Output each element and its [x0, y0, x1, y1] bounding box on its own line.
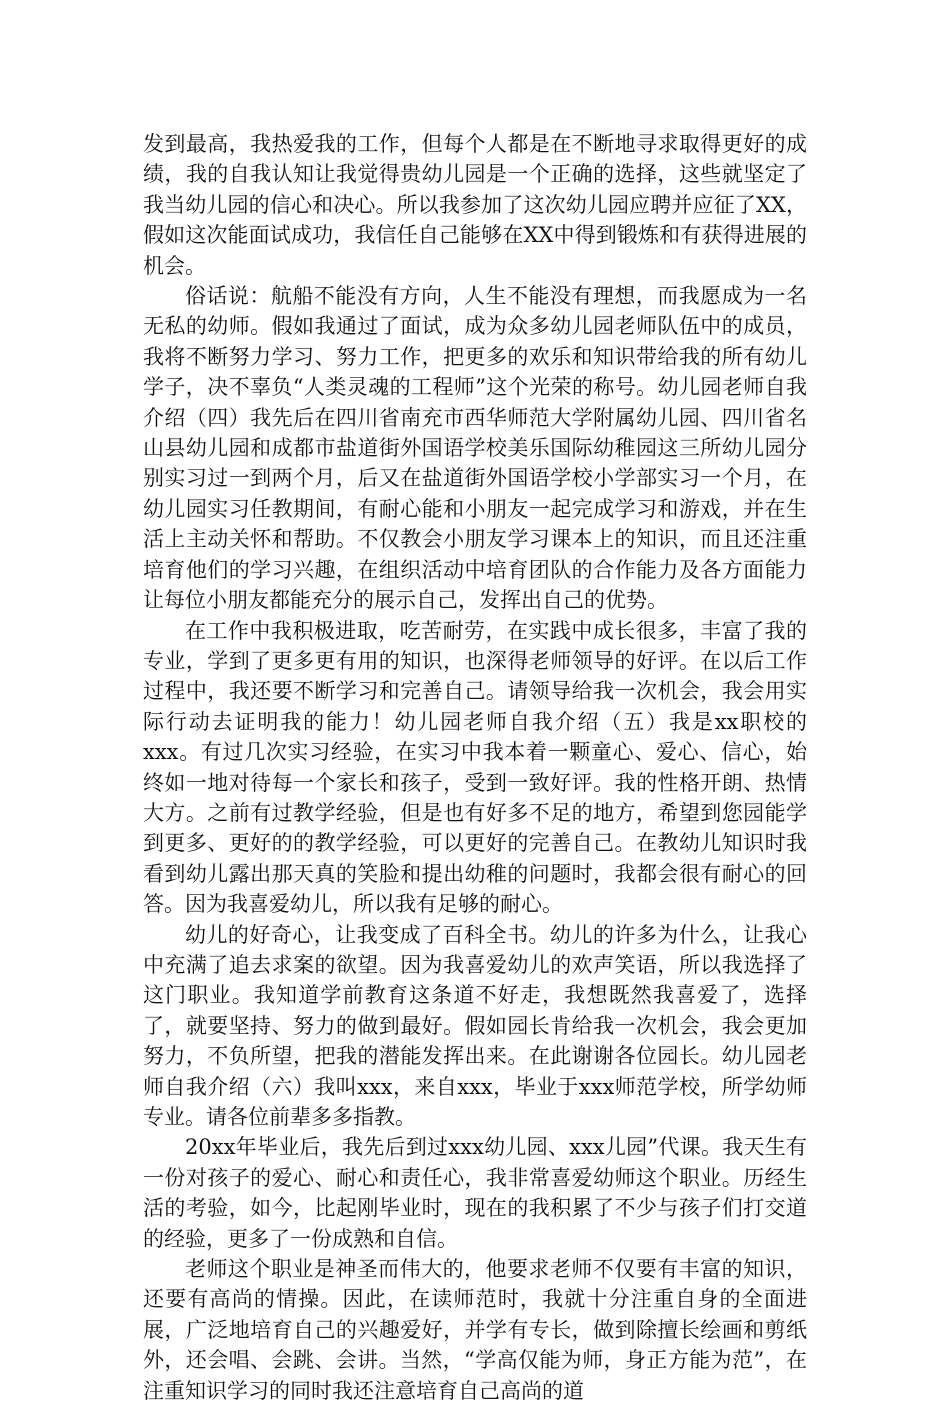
- document-body: [143, 129, 807, 1406]
- paragraph-2: 俗话说：航船不能没有方向，人生不能没有理想，而我愿成为一名无私的幼师。假如我通过了面试，成为众多幼儿园老师队伍中的成员，我将不断努力学习、努力工作，把更多的欢乐和知识带给我的所有幼儿学子，决不辜负“人类灵魂的工程师”这个光荣的称号。幼儿园老师自我介绍（四）我先后在四川省南充市西华师范大学附属幼儿园、四川省名山县幼儿园和成都市盐道街外国语学校美乐国际幼稚园这三所幼儿园分别实习过一到两个月，后又在盐道街外国语学校小学部实习一个月，在幼儿园实习任教期间，有耐心能和小朋友一起完成学习和游戏，并在生活上主动关怀和帮助。不仅教会小朋友学习课本上的知识，而且还注重培育他们的学习兴趣，在组织活动中培育团队的合作能力及各方面能力让每位小朋友都能充分的展示自己，发挥出自己的优势。: [143, 284, 807, 613]
- paragraph-3: 在工作中我积极进取，吃苦耐劳，在实践中成长很多，丰富了我的专业，学到了更多更有用的知识，也深得老师领导的好评。在以后工作过程中，我还要不断学习和完善自己。请领导给我一次机会，我会用实际行动去证明我的能力！幼儿园老师自我介绍（五）我是xx职校的xxx。有过几次实习经验，在实习中我本着一颗童心、爱心、信心，始终如一地对待每一个家长和孩子，受到一致好评。我的性格开朗、热情大方。之前有过教学经验，但是也有好多不足的地方，希望到您园能学到更多、更好的的教学经验，可以更好的完善自己。在教幼儿知识时我看到幼儿露出那天真的笑脸和提出幼稚的问题时，我都会很有耐心的回答。因为我喜爱幼儿，所以我有足够的耐心。: [143, 618, 807, 917]
- paragraph-1: 发到最高，我热爱我的工作，但每个人都是在不断地寻求取得更好的成绩，我的自我认知让我觉得贵幼儿园是一个正确的选择，这些就坚定了我当幼儿园的信心和决心。所以我参加了这次幼儿园应聘并应征了XX，假如这次能面试成功，我信任自己能够在XX中得到锻炼和有获得进展的机会。: [143, 132, 807, 278]
- paragraph-5: 20xx年毕业后，我先后到过xxx幼儿园、xxx儿园”代课。我天生有一份对孩子的爱心、耐心和责任心，我非常喜爱幼师这个职业。历经生活的考验，如今，比起刚毕业时，现在的我积累了不少与孩子们打交道的经验，更多了一份成熟和自信。: [143, 1135, 807, 1251]
- paragraph-6: 老师这个职业是神圣而伟大的，他要求老师不仅要有丰富的知识，还要有高尚的情操。因此，在读师范时，我就十分注重自身的全面进展，广泛地培育自己的兴趣爱好，并学有专长，做到除擅长绘画和剪纸外，还会唱、会跳、会讲。当然，“学高仅能为师，身正方能为范”，在注重知识学习的同时我还注意培育自己高尚的道: [143, 1257, 807, 1403]
- paragraph-4: 幼儿的好奇心，让我变成了百科全书。幼儿的许多为什么，让我心中充满了追去求案的欲望。因为我喜爱幼儿的欢声笑语，所以我选择了这门职业。我知道学前教育这条道不好走，我想既然我喜爱了，选择了，就要坚持、努力的做到最好。假如园长肯给我一次机会，我会更加努力，不负所望，把我的潜能发挥出来。在此谢谢各位园长。幼儿园老师自我介绍（六）我叫xxx，来自xxx，毕业于xxx师范学校，所学幼师专业。请各位前辈多多指教。: [143, 922, 807, 1129]
